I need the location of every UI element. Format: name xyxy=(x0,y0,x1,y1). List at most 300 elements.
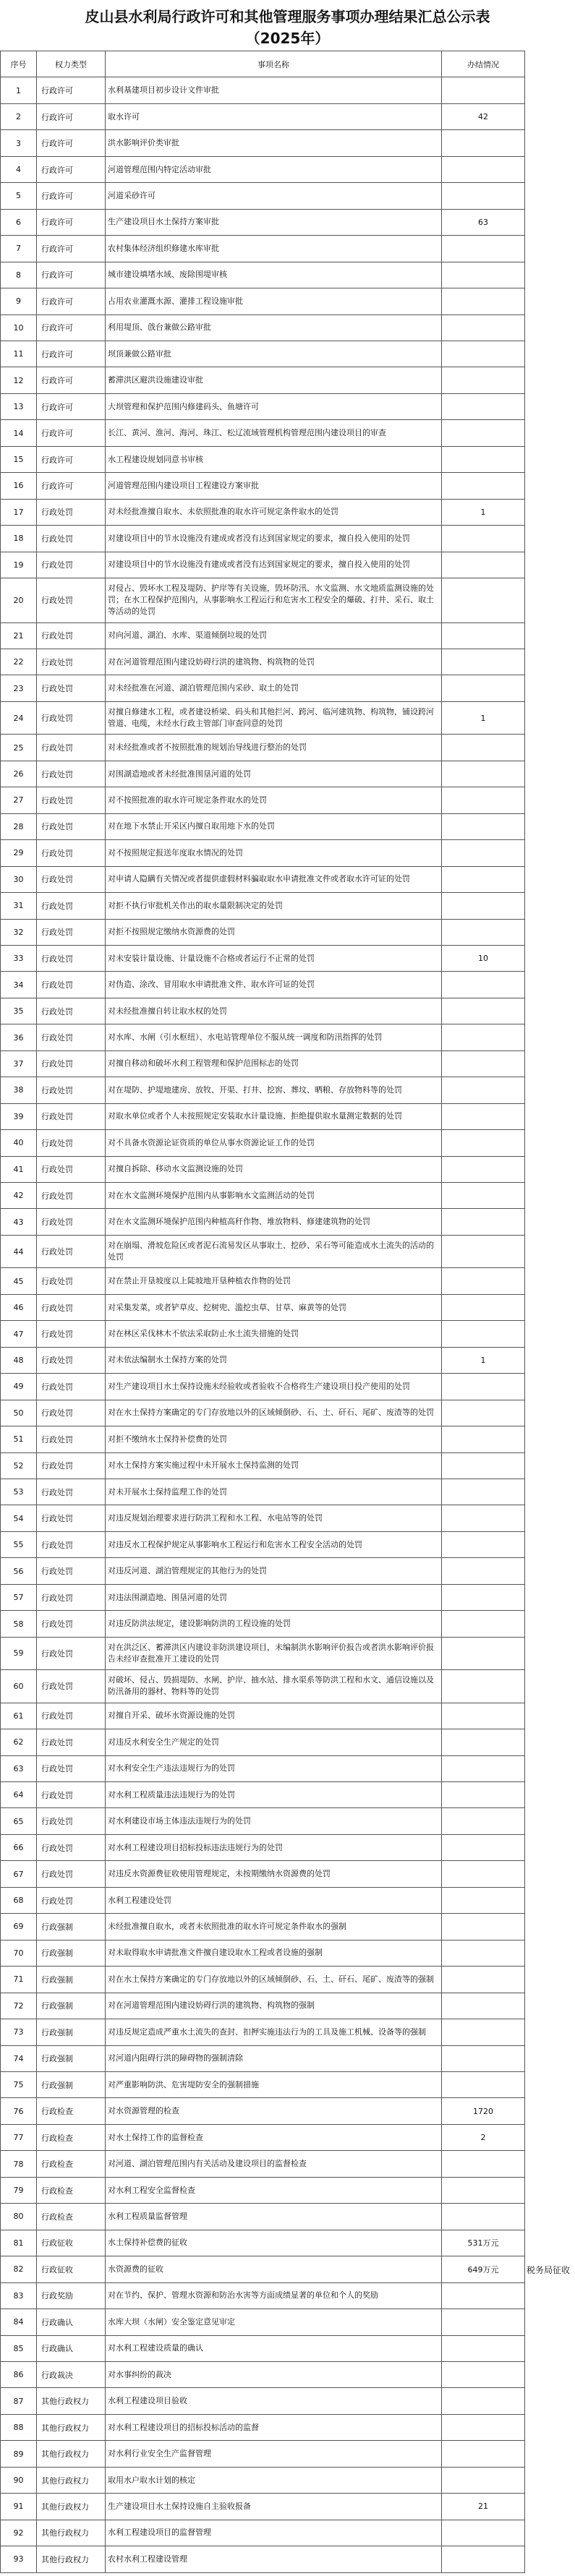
row-type: 行政处罚 xyxy=(37,1861,106,1887)
row-name: 对在水土保持方案确定的专门存放地以外的区域倾倒砂、石、土、矸石、尾矿、废渣等的强制 xyxy=(106,1967,442,1993)
table-row xyxy=(1,2494,525,2520)
table-row xyxy=(1,972,525,998)
row-name: 对水利工程建设项目的招标投标活动的监督 xyxy=(106,2414,442,2440)
row-status xyxy=(442,2467,525,2493)
table-row xyxy=(1,2309,525,2335)
row-type: 行政处罚 xyxy=(37,893,106,919)
row-number: 51 xyxy=(1,1426,37,1452)
row-number: 56 xyxy=(1,1558,37,1584)
row-status xyxy=(442,1321,525,1347)
row-type: 行政处罚 xyxy=(37,1156,106,1182)
row-type: 行政处罚 xyxy=(37,735,106,761)
table-row xyxy=(1,2546,525,2572)
row-name: 对不按照批准的取水许可规定条件取水的处罚 xyxy=(106,787,442,813)
row-status xyxy=(442,1782,525,1808)
row-name: 对水利工程质量违法违规行为的处罚 xyxy=(106,1782,442,1808)
row-status: 1 xyxy=(442,499,525,525)
row-name: 对在河道管理范围内建设妨碍行洪的建筑物、构筑物的处罚 xyxy=(106,649,442,675)
row-type: 行政许可 xyxy=(37,262,106,288)
row-number: 92 xyxy=(1,2520,37,2546)
row-type: 其他行政权力 xyxy=(37,2467,106,2493)
row-name: 对水利工程安全监督检查 xyxy=(106,2177,442,2203)
row-number: 24 xyxy=(1,701,37,734)
row-status xyxy=(442,393,525,419)
row-name: 对未经批准擅自取水、未依照批准的取水许可规定条件取水的处罚 xyxy=(106,499,442,525)
table-row xyxy=(1,1024,525,1050)
row-type: 行政强制 xyxy=(37,2071,106,2097)
row-status xyxy=(442,1834,525,1860)
row-number: 20 xyxy=(1,578,37,622)
row-status xyxy=(442,1637,525,1669)
row-status xyxy=(442,1584,525,1610)
row-number: 4 xyxy=(1,156,37,182)
row-name: 对未经批准擅自转让取水权的处罚 xyxy=(106,998,442,1024)
row-type: 行政处罚 xyxy=(37,866,106,892)
row-number: 58 xyxy=(1,1611,37,1637)
row-type: 行政许可 xyxy=(37,209,106,235)
row-type: 其他行政权力 xyxy=(37,2414,106,2440)
row-status xyxy=(442,1374,525,1400)
row-number: 89 xyxy=(1,2441,37,2467)
row-name: 水利工程建设处罚 xyxy=(106,1887,442,1913)
row-type: 行政处罚 xyxy=(37,675,106,701)
row-status xyxy=(442,1558,525,1584)
row-number: 84 xyxy=(1,2309,37,2335)
table-row xyxy=(1,1670,525,1703)
table-row xyxy=(1,1808,525,1834)
row-status xyxy=(442,552,525,578)
row-status xyxy=(442,526,525,552)
row-name: 对河道、湖泊管理范围内有关活动及建设项目的监督检查 xyxy=(106,2151,442,2177)
table-row xyxy=(1,2361,525,2387)
row-name: 水利工程建设项目验收 xyxy=(106,2388,442,2414)
table-row xyxy=(1,367,525,393)
row-type: 行政许可 xyxy=(37,367,106,393)
row-status xyxy=(442,761,525,787)
row-type: 行政处罚 xyxy=(37,1400,106,1426)
row-name: 对违反水利安全生产规定的处罚 xyxy=(106,1729,442,1755)
row-name: 对水利行业安全生产监督管理 xyxy=(106,2441,442,2467)
row-name: 对未取得取水申请批准文件擅自建设取水工程或者设施的强制 xyxy=(106,1940,442,1966)
row-number: 41 xyxy=(1,1156,37,1182)
row-number: 44 xyxy=(1,1235,37,1267)
row-status xyxy=(442,2019,525,2045)
row-name: 对拒不缴纳水土保持补偿费的处罚 xyxy=(106,1426,442,1452)
row-number: 68 xyxy=(1,1887,37,1913)
table-row xyxy=(1,1294,525,1320)
table-row xyxy=(1,1183,525,1209)
row-status xyxy=(442,1887,525,1913)
header-type: 权力类型 xyxy=(37,51,106,77)
row-number: 71 xyxy=(1,1967,37,1993)
row-name: 对在节约、保护、管理水资源和防治水害等方面成绩显著的单位和个人的奖励 xyxy=(106,2282,442,2308)
row-status xyxy=(442,2045,525,2071)
table-row xyxy=(1,761,525,787)
table-row xyxy=(1,2124,525,2150)
row-status xyxy=(442,578,525,622)
row-name: 生产建设项目水土保持方案审批 xyxy=(106,209,442,235)
row-type: 行政检查 xyxy=(37,2098,106,2124)
row-type: 行政许可 xyxy=(37,236,106,262)
row-type: 行政处罚 xyxy=(37,1670,106,1703)
row-number: 15 xyxy=(1,446,37,472)
header-status: 办结情况 xyxy=(442,51,525,77)
row-type: 行政征收 xyxy=(37,2230,106,2256)
table-row xyxy=(1,1321,525,1347)
row-type: 行政许可 xyxy=(37,103,106,129)
row-type: 行政处罚 xyxy=(37,1887,106,1913)
row-number: 42 xyxy=(1,1183,37,1209)
row-number: 43 xyxy=(1,1209,37,1235)
row-status xyxy=(442,998,525,1024)
row-status xyxy=(442,473,525,499)
row-number: 70 xyxy=(1,1940,37,1966)
row-type: 行政确认 xyxy=(37,2335,106,2361)
row-number: 26 xyxy=(1,761,37,787)
row-type: 行政处罚 xyxy=(37,1834,106,1860)
row-name: 对水库、水闸（引水枢纽）、水电站管理单位不服从统一调度和防汛指挥的处罚 xyxy=(106,1024,442,1050)
row-status: 1 xyxy=(442,1347,525,1373)
row-number: 49 xyxy=(1,1374,37,1400)
row-name: 对建设项目中的节水设施没有建成或者没有达到国家规定的要求，擅自投入使用的处罚 xyxy=(106,526,442,552)
row-type: 其他行政权力 xyxy=(37,2441,106,2467)
table-row xyxy=(1,2177,525,2203)
row-status xyxy=(442,1940,525,1966)
row-name: 对建设项目中的节水设施没有建成或者没有达到国家规定的要求，擅自投入使用的处罚 xyxy=(106,552,442,578)
row-type: 行政处罚 xyxy=(37,1103,106,1129)
row-status xyxy=(442,446,525,472)
row-name: 对在堤防、护堤地建房、放牧、开渠、打井、挖窖、葬坟、晒粮、存放物料等的处罚 xyxy=(106,1077,442,1103)
row-number: 81 xyxy=(1,2230,37,2256)
row-number: 64 xyxy=(1,1782,37,1808)
row-status xyxy=(442,893,525,919)
row-name: 对拒不执行审批机关作出的取水量限制决定的处罚 xyxy=(106,893,442,919)
row-name: 水利工程建设项目的监督管理 xyxy=(106,2520,442,2546)
row-type: 行政处罚 xyxy=(37,787,106,813)
table-row xyxy=(1,919,525,945)
row-type: 行政许可 xyxy=(37,393,106,419)
row-status xyxy=(442,288,525,314)
row-number: 19 xyxy=(1,552,37,578)
row-status xyxy=(442,1670,525,1703)
row-number: 82 xyxy=(1,2256,37,2282)
row-status xyxy=(442,1479,525,1505)
row-status xyxy=(442,156,525,182)
row-type: 行政许可 xyxy=(37,341,106,367)
row-name: 对擅自修建水工程，或者建设桥梁、码头和其他拦河、跨河、临河建筑物、构筑物，铺设跨河管道、电缆，未经水行政主管部门审查同意的处罚 xyxy=(106,701,442,734)
row-name: 占用农业灌溉水源、灌排工程设施审批 xyxy=(106,288,442,314)
row-status: 2 xyxy=(442,2124,525,2150)
table-row xyxy=(1,1861,525,1887)
row-name: 对在水文监测环境保护范围内种植高秆作物、堆放物料、修建建筑物的处罚 xyxy=(106,1209,442,1235)
row-name: 水利基建项目初步设计文件审批 xyxy=(106,77,442,103)
row-name: 坝顶兼做公路审批 xyxy=(106,341,442,367)
row-type: 其他行政权力 xyxy=(37,2388,106,2414)
row-type: 其他行政权力 xyxy=(37,2494,106,2520)
row-number: 23 xyxy=(1,675,37,701)
row-number: 8 xyxy=(1,262,37,288)
row-name: 对侵占、毁坏水工程及堤防、护岸等有关设施，毁坏防汛、水文监测、水文地质监测设施的处罚；在水工程保护范围内，从事影响水工程运行和危害水工程安全的爆破、打井、采石、取土等活动的处罚 xyxy=(106,578,442,622)
row-status xyxy=(442,1130,525,1156)
row-status xyxy=(442,367,525,393)
row-name: 对擅自拆除、移动水文监测设施的处罚 xyxy=(106,1156,442,1182)
row-number: 5 xyxy=(1,183,37,209)
row-number: 69 xyxy=(1,1914,37,1940)
row-status xyxy=(442,1861,525,1887)
row-number: 77 xyxy=(1,2124,37,2150)
row-type: 行政处罚 xyxy=(37,945,106,971)
row-number: 85 xyxy=(1,2335,37,2361)
row-type: 行政处罚 xyxy=(37,622,106,649)
row-status xyxy=(442,1452,525,1479)
row-type: 行政处罚 xyxy=(37,1755,106,1781)
table-row xyxy=(1,866,525,892)
row-type: 行政处罚 xyxy=(37,1505,106,1531)
table-row xyxy=(1,578,525,622)
row-number: 34 xyxy=(1,972,37,998)
row-name: 对未安装计量设施、计量设施不合格或者运行不正常的处罚 xyxy=(106,945,442,971)
row-name: 取用水户取水计划的核定 xyxy=(106,2467,442,2493)
row-type: 行政处罚 xyxy=(37,526,106,552)
table-row xyxy=(1,1834,525,1860)
row-number: 53 xyxy=(1,1479,37,1505)
table-row xyxy=(1,701,525,734)
table-row xyxy=(1,2019,525,2045)
row-name: 对未经批准在河道、湖泊管理范围内采砂、取土的处罚 xyxy=(106,675,442,701)
row-name: 对水土保持工作的监督检查 xyxy=(106,2124,442,2150)
row-name: 对河道内阻碍行洪的障碍物的强制清除 xyxy=(106,2045,442,2071)
row-number: 30 xyxy=(1,866,37,892)
row-status xyxy=(442,2309,525,2335)
row-name: 对未开展水土保持监理工作的处罚 xyxy=(106,1479,442,1505)
row-type: 行政处罚 xyxy=(37,813,106,839)
row-number: 1 xyxy=(1,77,37,103)
row-number: 66 xyxy=(1,1834,37,1860)
row-status xyxy=(442,262,525,288)
row-number: 57 xyxy=(1,1584,37,1610)
row-type: 其他行政权力 xyxy=(37,2546,106,2572)
row-name: 对违反规定造成严重水土流失的查封、扣押实施违法行为的工具及施工机械、设备等的强制 xyxy=(106,2019,442,2045)
row-type: 行政处罚 xyxy=(37,1235,106,1267)
row-name: 水工程建设规划同意书审核 xyxy=(106,446,442,472)
row-number: 78 xyxy=(1,2151,37,2177)
row-name: 对在水文监测环境保护范围内从事影响水文监测活动的处罚 xyxy=(106,1183,442,1209)
row-type: 行政处罚 xyxy=(37,1374,106,1400)
table-row xyxy=(1,1584,525,1610)
row-name: 对违反河道、湖泊管理规定的其他行为的处罚 xyxy=(106,1558,442,1584)
row-name: 对违法围湖造地、围垦河道的处罚 xyxy=(106,1584,442,1610)
row-type: 行政处罚 xyxy=(37,1558,106,1584)
row-number: 33 xyxy=(1,945,37,971)
row-number: 48 xyxy=(1,1347,37,1373)
row-status xyxy=(442,236,525,262)
row-type: 行政许可 xyxy=(37,288,106,314)
row-name: 对围湖造地或者未经批准围垦河道的处罚 xyxy=(106,761,442,787)
row-name: 利用堤顶、戗台兼做公路审批 xyxy=(106,314,442,341)
table-header-row xyxy=(1,51,525,77)
title-line-2: （2025年） xyxy=(245,30,330,47)
row-number: 27 xyxy=(1,787,37,813)
row-name: 长江、黄河、淮河、海河、珠江、松辽流域管理机构管理范围内建设项目的审查 xyxy=(106,420,442,446)
row-status xyxy=(442,1426,525,1452)
row-name: 对擅自开采、破坏水资源设施的处罚 xyxy=(106,1703,442,1729)
row-status xyxy=(442,1611,525,1637)
results-table xyxy=(0,51,525,2573)
row-status xyxy=(442,972,525,998)
table-row xyxy=(1,2045,525,2071)
row-number: 80 xyxy=(1,2204,37,2230)
row-status xyxy=(442,1103,525,1129)
row-status xyxy=(442,2520,525,2546)
row-number: 11 xyxy=(1,341,37,367)
table-row xyxy=(1,893,525,919)
table-row xyxy=(1,393,525,419)
row-status xyxy=(442,866,525,892)
row-number: 21 xyxy=(1,622,37,649)
row-name: 对未经批准或者不按照批准的规划治导线进行整治的处罚 xyxy=(106,735,442,761)
row-status xyxy=(442,1505,525,1531)
row-status: 21 xyxy=(442,2494,525,2520)
row-type: 行政处罚 xyxy=(37,919,106,945)
row-number: 36 xyxy=(1,1024,37,1050)
row-status xyxy=(442,1755,525,1781)
row-status: 42 xyxy=(442,103,525,129)
row-number: 37 xyxy=(1,1050,37,1077)
row-name: 对拒不按照规定缴纳水资源费的处罚 xyxy=(106,919,442,945)
row-type: 行政检查 xyxy=(37,2124,106,2150)
table-row xyxy=(1,473,525,499)
row-type: 行政强制 xyxy=(37,2019,106,2045)
row-type: 行政处罚 xyxy=(37,1637,106,1669)
row-status xyxy=(442,1914,525,1940)
row-status xyxy=(442,1235,525,1267)
row-name: 对水利工程建设质量的确认 xyxy=(106,2335,442,2361)
row-number: 47 xyxy=(1,1321,37,1347)
tax-bureau-note: 税务局征收 xyxy=(527,2264,571,2275)
row-status xyxy=(442,2282,525,2308)
table-row xyxy=(1,2414,525,2440)
table-row xyxy=(1,1479,525,1505)
row-number: 13 xyxy=(1,393,37,419)
row-number: 75 xyxy=(1,2071,37,2097)
row-type: 行政许可 xyxy=(37,314,106,341)
row-status xyxy=(442,1703,525,1729)
table-row xyxy=(1,2098,525,2124)
row-status xyxy=(442,77,525,103)
table-row xyxy=(1,1914,525,1940)
table-row xyxy=(1,1050,525,1077)
row-name: 对破坏、侵占、毁损堤防、水闸、护岸、抽水站、排水渠系等防洪工程和水文、通信设施以及防汛备用的器材、物料等的处罚 xyxy=(106,1670,442,1703)
table-row xyxy=(1,2520,525,2546)
row-status xyxy=(442,2388,525,2414)
row-number: 46 xyxy=(1,1294,37,1320)
header-name: 事项名称 xyxy=(106,51,442,77)
row-status xyxy=(442,735,525,761)
row-type: 行政处罚 xyxy=(37,1703,106,1729)
row-name: 对伪造、涂改、冒用取水申请批准文件、取水许可证的处罚 xyxy=(106,972,442,998)
table-row xyxy=(1,1103,525,1129)
row-status xyxy=(442,787,525,813)
row-status: 1 xyxy=(442,701,525,734)
table-row xyxy=(1,945,525,971)
row-type: 行政处罚 xyxy=(37,1479,106,1505)
row-number: 29 xyxy=(1,840,37,866)
row-type: 行政处罚 xyxy=(37,1294,106,1320)
row-status xyxy=(442,2204,525,2230)
row-type: 行政处罚 xyxy=(37,1531,106,1557)
table-row xyxy=(1,622,525,649)
table-row xyxy=(1,1130,525,1156)
table-row xyxy=(1,735,525,761)
row-status xyxy=(442,130,525,156)
row-status xyxy=(442,1808,525,1834)
table-row xyxy=(1,787,525,813)
table-row xyxy=(1,1887,525,1913)
row-status xyxy=(442,1268,525,1294)
row-type: 行政处罚 xyxy=(37,1729,106,1755)
row-number: 10 xyxy=(1,314,37,341)
row-type: 行政处罚 xyxy=(37,1024,106,1050)
table-row xyxy=(1,840,525,866)
row-name: 对向河道、湖泊、水库、渠道倾倒垃圾的处罚 xyxy=(106,622,442,649)
table-row xyxy=(1,2151,525,2177)
table-row xyxy=(1,314,525,341)
table-row xyxy=(1,1558,525,1584)
row-type: 行政许可 xyxy=(37,183,106,209)
table-row xyxy=(1,1729,525,1755)
table-row xyxy=(1,1611,525,1637)
row-status xyxy=(442,1531,525,1557)
row-status: 10 xyxy=(442,945,525,971)
row-type: 行政处罚 xyxy=(37,552,106,578)
row-type: 行政许可 xyxy=(37,156,106,182)
row-name: 水库大坝（水闸）安全鉴定意见审定 xyxy=(106,2309,442,2335)
table-row xyxy=(1,262,525,288)
row-type: 行政处罚 xyxy=(37,1050,106,1077)
table-row xyxy=(1,1703,525,1729)
row-status xyxy=(442,183,525,209)
row-type: 行政强制 xyxy=(37,1993,106,2019)
row-name: 未经批准擅自取水，或者未依照批准的取水许可规定条件取水的强制 xyxy=(106,1914,442,1940)
table-row xyxy=(1,209,525,235)
row-name: 对严重影响防洪、危害堤防安全的强制措施 xyxy=(106,2071,442,2097)
table-row xyxy=(1,1374,525,1400)
row-type: 行政处罚 xyxy=(37,1130,106,1156)
row-status xyxy=(442,2414,525,2440)
row-type: 行政处罚 xyxy=(37,578,106,622)
row-name: 对申请人隐瞒有关情况或者提供虚假材料骗取取水申请批准文件或者取水许可证的处罚 xyxy=(106,866,442,892)
table-row xyxy=(1,813,525,839)
row-name: 蓄滞洪区避洪设施建设审批 xyxy=(106,367,442,393)
row-number: 31 xyxy=(1,893,37,919)
table-row xyxy=(1,1755,525,1781)
row-number: 28 xyxy=(1,813,37,839)
row-name: 河道采砂许可 xyxy=(106,183,442,209)
row-name: 河道管理范围内建设项目工程建设方案审批 xyxy=(106,473,442,499)
row-number: 22 xyxy=(1,649,37,675)
table-row xyxy=(1,1967,525,1993)
row-number: 3 xyxy=(1,130,37,156)
row-number: 38 xyxy=(1,1077,37,1103)
table-row xyxy=(1,499,525,525)
row-type: 行政强制 xyxy=(37,1940,106,1966)
row-number: 88 xyxy=(1,2414,37,2440)
row-name: 对在水土保持方案确定的专门存放地以外的区域倾倒砂、石、土、矸石、尾矿、废渣等的处罚 xyxy=(106,1400,442,1426)
row-number: 52 xyxy=(1,1452,37,1479)
results-table-container xyxy=(0,51,524,2573)
row-status xyxy=(442,2546,525,2572)
row-status xyxy=(442,2441,525,2467)
